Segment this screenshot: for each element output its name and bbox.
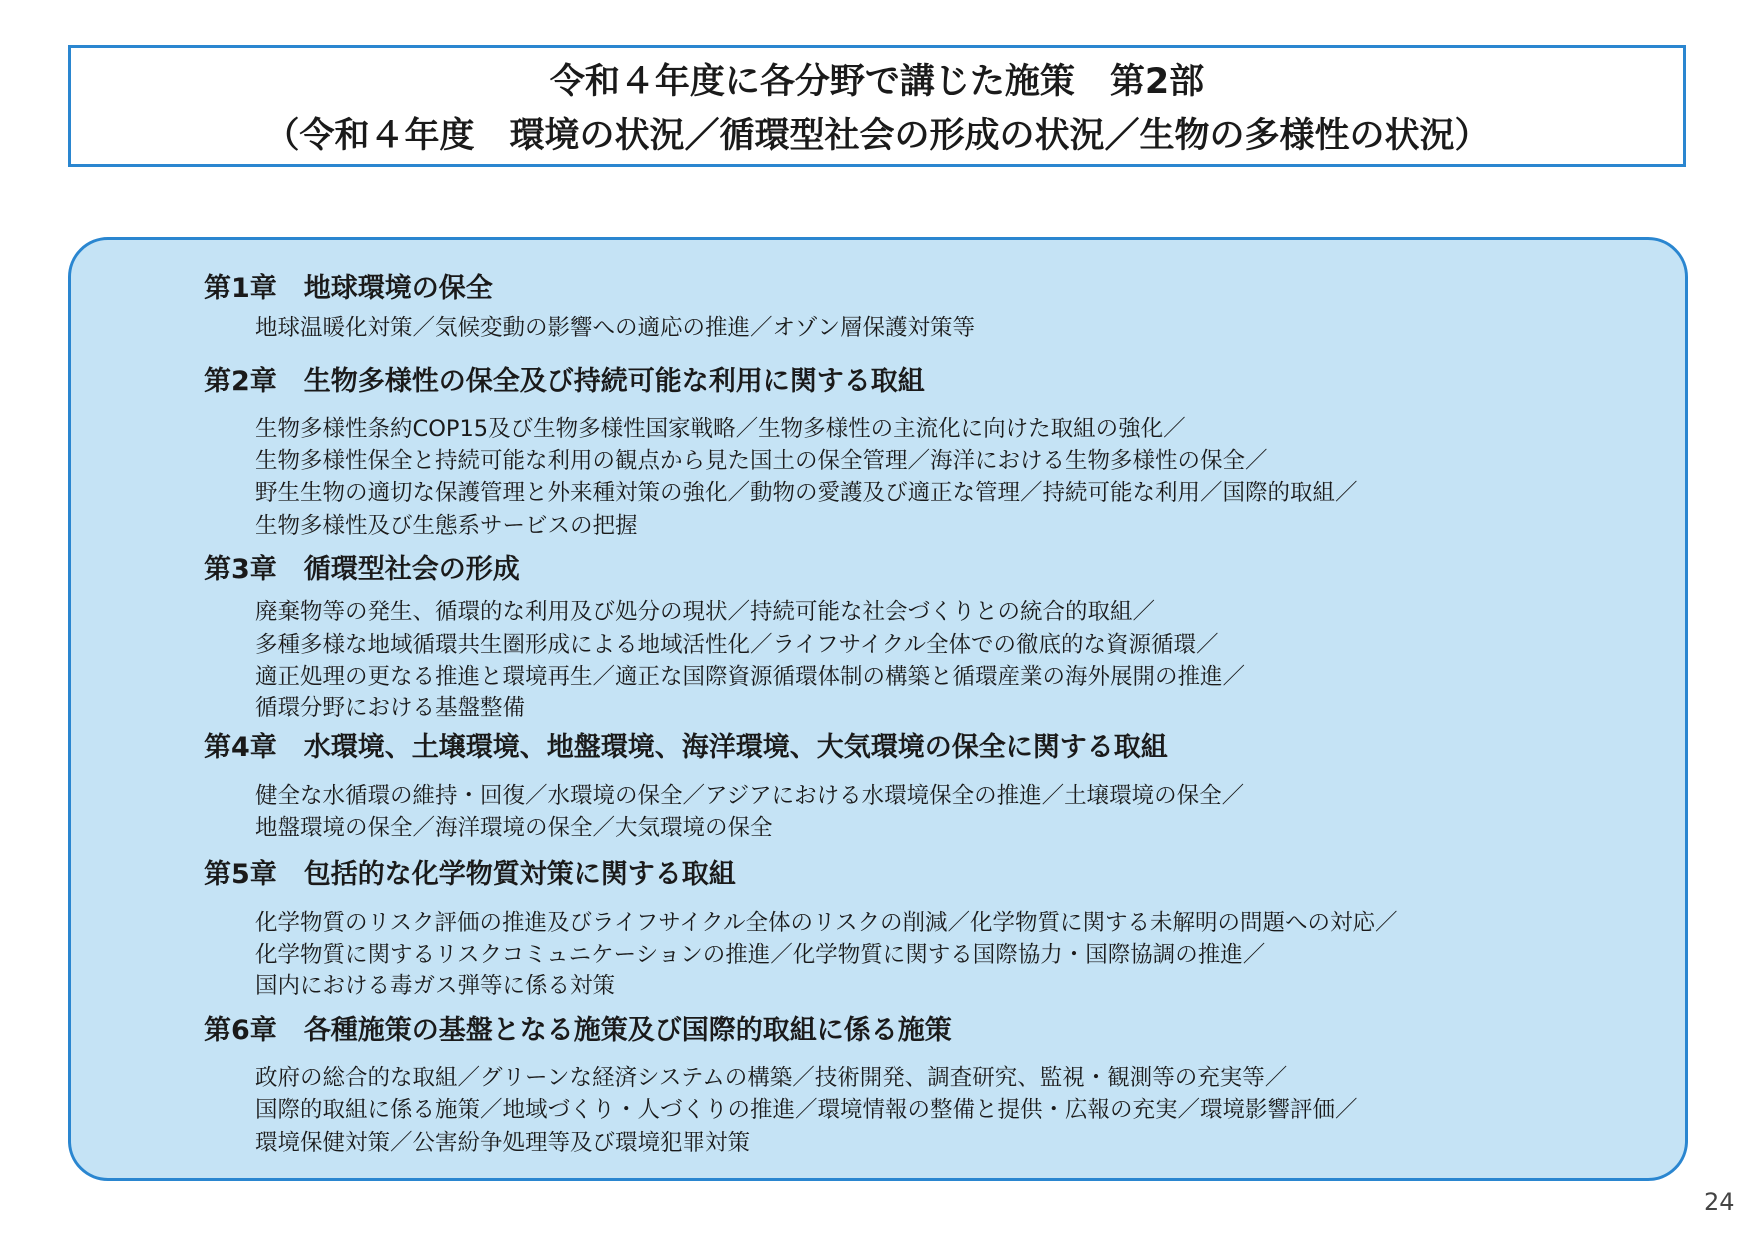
chapter-2-heading: 第2章 生物多様性の保全及び持続可能な利用に関する取組 — [204, 366, 925, 397]
chapter-1-line: 地球温暖化対策／気候変動の影響への適応の推進／オゾン層保護対策等 — [255, 315, 976, 341]
title-line-1: 令和４年度に各分野で講じた施策 第2部 — [549, 62, 1205, 102]
chapter-2-line: 野生生物の適切な保護管理と外来種対策の強化／動物の愛護及び適正な管理／持続可能な利用／国際的取組／ — [255, 480, 1358, 506]
chapter-4-line: 健全な水循環の維持・回復／水環境の保全／アジアにおける水環境保全の推進／土壌環境の保全／ — [255, 783, 1245, 809]
chapter-6-line: 環境保健対策／公害紛争処理等及び環境犯罪対策 — [255, 1130, 751, 1156]
chapter-2-line: 生物多様性条約COP15及び生物多様性国家戦略／生物多様性の主流化に向けた取組の強化／ — [255, 416, 1186, 442]
chapter-3-line: 多種多様な地域循環共生圏形成による地域活性化／ライフサイクル全体での徹底的な資源循環／ — [255, 632, 1219, 658]
chapter-4-heading: 第4章 水環境、土壌環境、地盤環境、海洋環境、大気環境の保全に関する取組 — [204, 732, 1168, 763]
chapter-3-line: 適正処理の更なる推進と環境再生／適正な国際資源循環体制の構築と循環産業の海外展開の推進／ — [255, 664, 1246, 690]
title-box — [68, 45, 1686, 167]
chapter-5-heading: 第5章 包括的な化学物質対策に関する取組 — [204, 859, 736, 890]
chapter-5-line: 化学物質のリスク評価の推進及びライフサイクル全体のリスクの削減／化学物質に関する未解明の問題への対応／ — [255, 910, 1398, 936]
chapter-1-heading: 第1章 地球環境の保全 — [204, 273, 493, 304]
chapter-2-line: 生物多様性及び生態系サービスの把握 — [255, 513, 638, 539]
title-line-2: （令和４年度 環境の状況／循環型社会の形成の状況／生物の多様性の状況） — [264, 116, 1490, 156]
chapter-2-line: 生物多様性保全と持続可能な利用の観点から見た国土の保全管理／海洋における生物多様性の保全／ — [255, 448, 1268, 474]
chapter-3-heading: 第3章 循環型社会の形成 — [204, 554, 520, 585]
chapter-5-line: 化学物質に関するリスクコミュニケーションの推進／化学物質に関する国際協力・国際協調の推進／ — [255, 942, 1266, 968]
chapter-3-line: 廃棄物等の発生、循環的な利用及び処分の現状／持続可能な社会づくりとの統合的取組／ — [255, 599, 1156, 625]
chapter-4-line: 地盤環境の保全／海洋環境の保全／大気環境の保全 — [255, 815, 773, 841]
chapter-5-line: 国内における毒ガス弾等に係る対策 — [255, 973, 616, 999]
chapter-6-line: 国際的取組に係る施策／地域づくり・人づくりの推進／環境情報の整備と提供・広報の充実／環境影響評価／ — [255, 1097, 1358, 1123]
page-number: 24 — [1704, 1188, 1735, 1216]
chapter-3-line: 循環分野における基盤整備 — [255, 695, 526, 721]
chapter-6-line: 政府の総合的な取組／グリーンな経済システムの構築／技術開発、調査研究、監視・観測等の充実等／ — [255, 1065, 1288, 1091]
chapter-6-heading: 第6章 各種施策の基盤となる施策及び国際的取組に係る施策 — [204, 1015, 952, 1046]
